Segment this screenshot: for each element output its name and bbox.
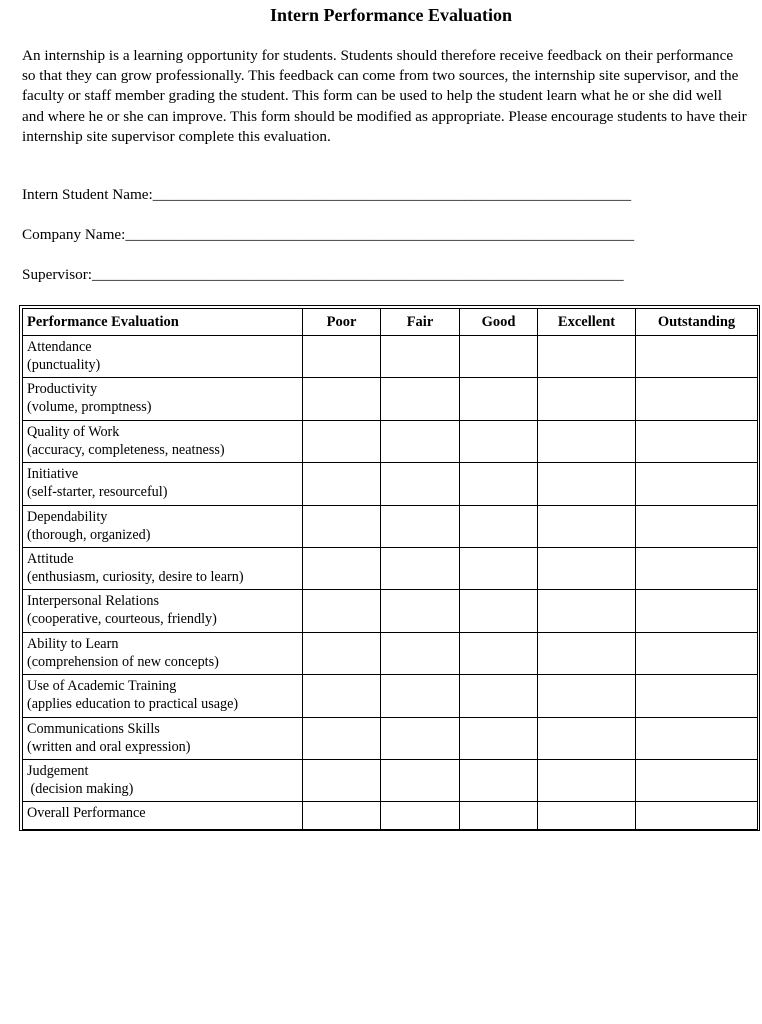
rating-cell-good[interactable]: [460, 505, 538, 547]
rating-cell-poor[interactable]: [303, 505, 381, 547]
rating-cell-fair[interactable]: [381, 632, 460, 674]
criterion-name: Ability to Learn: [27, 635, 119, 652]
table-row: [23, 717, 758, 759]
rating-cell-poor[interactable]: [303, 717, 381, 759]
table-row: [23, 802, 758, 830]
table-row: [23, 420, 758, 462]
table-header-row: [23, 309, 758, 336]
rating-cell-outstanding[interactable]: [636, 759, 758, 801]
rating-cell-good[interactable]: [460, 632, 538, 674]
criterion-detail: (volume, promptness): [27, 399, 152, 416]
criterion-detail: (comprehension of new concepts): [27, 653, 219, 670]
rating-cell-good[interactable]: [460, 378, 538, 420]
rating-cell-poor[interactable]: [303, 632, 381, 674]
student-name-field[interactable]: Intern Student Name:_______________________________________________________________: [22, 186, 632, 203]
rating-cell-good[interactable]: [460, 590, 538, 632]
rating-cell-outstanding[interactable]: [636, 336, 758, 378]
rating-cell-fair[interactable]: [381, 336, 460, 378]
rating-cell-poor[interactable]: [303, 378, 381, 420]
criterion-detail: (written and oral expression): [27, 738, 191, 755]
rating-cell-excellent[interactable]: [538, 717, 636, 759]
criterion-label: [23, 336, 303, 378]
rating-cell-fair[interactable]: [381, 590, 460, 632]
rating-cell-excellent[interactable]: [538, 759, 636, 801]
rating-cell-excellent[interactable]: [538, 505, 636, 547]
header-excellent: Excellent: [538, 309, 636, 336]
criterion-label: [23, 505, 303, 547]
criterion-detail: (applies education to practical usage): [27, 696, 239, 713]
rating-cell-good[interactable]: [460, 717, 538, 759]
rating-cell-good[interactable]: [460, 547, 538, 589]
criterion-label: [23, 420, 303, 462]
rating-cell-outstanding[interactable]: [636, 802, 758, 830]
criterion-name: Overall Performance: [27, 805, 146, 822]
criterion-label: [23, 717, 303, 759]
rating-cell-good[interactable]: [460, 675, 538, 717]
rating-cell-fair[interactable]: [381, 547, 460, 589]
rating-cell-poor[interactable]: [303, 590, 381, 632]
rating-cell-outstanding[interactable]: [636, 505, 758, 547]
table-row: [23, 675, 758, 717]
rating-cell-poor[interactable]: [303, 547, 381, 589]
criterion-name: Attitude: [27, 550, 74, 567]
criterion-name: Productivity: [27, 381, 98, 398]
rating-cell-excellent[interactable]: [538, 802, 636, 830]
criterion-detail: (punctuality): [27, 357, 101, 373]
page-title: Intern Performance Evaluation: [270, 5, 512, 25]
rating-cell-fair[interactable]: [381, 378, 460, 420]
rating-cell-poor[interactable]: [303, 336, 381, 378]
criterion-name: Interpersonal Relations: [27, 593, 159, 610]
header-fair: Fair: [381, 309, 460, 336]
criterion-label: [23, 378, 303, 420]
rating-cell-excellent[interactable]: [538, 590, 636, 632]
rating-cell-outstanding[interactable]: [636, 463, 758, 505]
table-row: [23, 759, 758, 801]
header-performance-evaluation: Performance Evaluation: [23, 309, 303, 336]
criterion-name: Communications Skills: [27, 720, 160, 737]
rating-cell-good[interactable]: [460, 336, 538, 378]
rating-cell-good[interactable]: [460, 420, 538, 462]
criterion-name: Judgement: [27, 762, 89, 779]
rating-cell-excellent[interactable]: [538, 336, 636, 378]
criterion-name: Initiative: [27, 466, 79, 483]
supervisor-field[interactable]: Supervisor:______________________________________________________________________: [22, 266, 624, 283]
rating-cell-excellent[interactable]: [538, 463, 636, 505]
criterion-name: Dependability: [27, 508, 108, 525]
rating-cell-outstanding[interactable]: [636, 590, 758, 632]
rating-cell-excellent[interactable]: [538, 420, 636, 462]
rating-cell-poor[interactable]: [303, 759, 381, 801]
rating-cell-excellent[interactable]: [538, 632, 636, 674]
criterion-detail: (thorough, organized): [27, 526, 151, 543]
evaluation-table: [22, 308, 758, 830]
table-row: [23, 632, 758, 674]
rating-cell-excellent[interactable]: [538, 547, 636, 589]
criterion-label: [23, 547, 303, 589]
criterion-detail: (cooperative, courteous, friendly): [27, 611, 217, 628]
criterion-name: Use of Academic Training: [27, 678, 177, 695]
rating-cell-poor[interactable]: [303, 675, 381, 717]
table-row: [23, 547, 758, 589]
table-row: [23, 590, 758, 632]
rating-cell-outstanding[interactable]: [636, 632, 758, 674]
criterion-label: [23, 590, 303, 632]
table-row: [23, 378, 758, 420]
header-poor: Poor: [303, 309, 381, 336]
criterion-detail: (decision making): [27, 780, 134, 797]
table-row: [23, 505, 758, 547]
rating-cell-poor[interactable]: [303, 463, 381, 505]
intro-paragraph: An internship is a learning opportunity for students. Students should therefore receive feedback on their performance so that they can grow professionally. This feedback can come from two sources, the internship site supervisor, and the faculty or staff member grading the student. This form can be used to help the student learn what he or she did well and where he or she can improve. This form should be modified as appropriate. Please encourage students to have their internship site supervisor complete this evaluation.: [22, 47, 747, 145]
header-good: Good: [460, 309, 538, 336]
rating-cell-poor[interactable]: [303, 420, 381, 462]
table-row: [23, 336, 758, 378]
table-row: [23, 463, 758, 505]
rating-cell-outstanding[interactable]: [636, 420, 758, 462]
criterion-name: Attendance: [27, 339, 92, 355]
criterion-label: [23, 675, 303, 717]
rating-cell-fair[interactable]: [381, 717, 460, 759]
evaluation-table-frame: [19, 305, 760, 831]
criterion-label: [23, 463, 303, 505]
rating-cell-outstanding[interactable]: [636, 547, 758, 589]
rating-cell-outstanding[interactable]: [636, 717, 758, 759]
criterion-name: Quality of Work: [27, 423, 120, 440]
company-name-field[interactable]: Company Name:___________________________________________________________________: [22, 226, 635, 243]
rating-cell-excellent[interactable]: [538, 675, 636, 717]
criterion-label: [23, 759, 303, 801]
rating-cell-outstanding[interactable]: [636, 675, 758, 717]
rating-cell-good[interactable]: [460, 759, 538, 801]
criterion-detail: (self-starter, resourceful): [27, 484, 168, 501]
criterion-label: [23, 632, 303, 674]
criterion-detail: (enthusiasm, curiosity, desire to learn): [27, 568, 244, 585]
rating-cell-outstanding[interactable]: [636, 378, 758, 420]
rating-cell-fair[interactable]: [381, 505, 460, 547]
rating-cell-fair[interactable]: [381, 675, 460, 717]
rating-cell-poor[interactable]: [303, 802, 381, 830]
header-outstanding: Outstanding: [636, 309, 758, 336]
rating-cell-fair[interactable]: [381, 420, 460, 462]
rating-cell-fair[interactable]: [381, 463, 460, 505]
criterion-label: [23, 802, 303, 830]
rating-cell-good[interactable]: [460, 802, 538, 830]
rating-cell-fair[interactable]: [381, 759, 460, 801]
criterion-detail: (accuracy, completeness, neatness): [27, 441, 225, 458]
rating-cell-excellent[interactable]: [538, 378, 636, 420]
rating-cell-good[interactable]: [460, 463, 538, 505]
rating-cell-fair[interactable]: [381, 802, 460, 830]
